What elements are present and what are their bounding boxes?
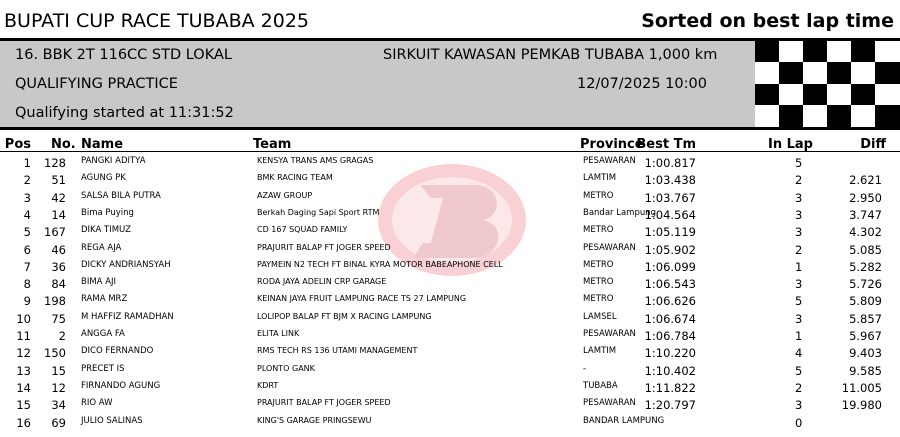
cell-province: METRO <box>583 277 614 288</box>
cell-pos: 16 <box>16 415 31 430</box>
session-datetime: 12/07/2025 10:00 <box>577 76 707 92</box>
cell-no: 75 <box>51 311 66 326</box>
cell-team: PRAJURIT BALAP FT JOGER SPEED <box>257 242 391 252</box>
cell-pos: 7 <box>23 259 31 274</box>
cell-best: 1:06.626 <box>644 294 696 309</box>
cell-province: TUBABA <box>583 380 618 391</box>
cell-no: 69 <box>51 415 66 430</box>
cell-team: Berkah Daging Sapi Sport RTM <box>257 207 380 217</box>
cell-team: PAYMEIN N2 TECH FT BINAL KYRA MOTOR BABEAPHONE CELL <box>257 259 503 269</box>
cell-best: 1:06.099 <box>644 259 696 274</box>
cell-pos: 5 <box>23 225 31 240</box>
cell-team: BMK RACING TEAM <box>257 173 333 183</box>
cell-pos: 15 <box>16 398 31 413</box>
cell-best: 1:06.674 <box>644 311 696 326</box>
cell-diff: 9.403 <box>849 346 882 361</box>
cell-no: 51 <box>51 173 66 188</box>
cell-team: KENSYA TRANS AMS GRAGAS <box>257 156 374 165</box>
cell-best: 1:03.438 <box>644 173 696 188</box>
cell-pos: 2 <box>23 173 31 188</box>
cell-best: 1:20.797 <box>644 398 696 413</box>
cell-diff: 19.980 <box>841 398 882 413</box>
cell-province: LAMSEL <box>583 311 617 322</box>
session-start-time: Qualifying started at 11:31:52 <box>15 105 234 121</box>
col-header-province: Province <box>580 137 644 152</box>
cell-diff: 3.747 <box>849 207 882 222</box>
circuit-name: SIRKUIT KAWASAN PEMKAB TUBABA 1,000 km <box>383 47 718 63</box>
checkered-flag-icon <box>755 41 900 127</box>
cell-diff: 4.302 <box>849 225 882 240</box>
cell-best: 1:10.402 <box>644 363 696 378</box>
cell-name: BIMA AJI <box>81 277 117 288</box>
cell-best: 1:11.822 <box>644 380 696 395</box>
cell-diff: 9.585 <box>849 363 882 378</box>
cell-no: 2 <box>58 329 66 343</box>
cell-best: 1:06.784 <box>644 329 696 343</box>
cell-province: PESAWARAN <box>583 329 636 339</box>
sort-label: Sorted on best lap time <box>641 10 894 32</box>
cell-pos: 4 <box>23 207 31 222</box>
cell-no: 12 <box>51 380 66 395</box>
cell-pos: 10 <box>16 311 31 326</box>
cell-no: 34 <box>51 398 66 413</box>
col-header-best: Best Tm <box>636 137 696 152</box>
cell-name: FIRNANDO AGUNG <box>81 380 161 391</box>
cell-team: RMS TECH RS 136 UTAMI MANAGEMENT <box>257 346 418 356</box>
cell-pos: 11 <box>16 329 31 343</box>
cell-diff: 5.726 <box>849 277 882 292</box>
cell-pos: 3 <box>23 190 31 205</box>
table-row <box>0 171 900 188</box>
col-header-lap: In Lap <box>768 137 813 152</box>
cell-name: ANGGA FA <box>81 329 125 339</box>
cell-name: Bima Puying <box>81 207 134 218</box>
table-row <box>0 241 900 258</box>
cell-team: CD 167 SQUAD FAMILY <box>257 225 348 235</box>
title-bar <box>0 0 900 41</box>
col-header-team: Team <box>253 137 292 152</box>
table-row <box>0 379 900 396</box>
cell-best: 1:06.543 <box>644 277 696 292</box>
cell-diff: 2.950 <box>849 190 882 205</box>
table-row <box>0 223 900 240</box>
table-row <box>0 154 900 171</box>
table-row <box>0 414 900 431</box>
table-row <box>0 275 900 292</box>
cell-team: LOLIPOP BALAP FT BJM X RACING LAMPUNG <box>257 311 432 321</box>
class-name: 16. BBK 2T 116CC STD LOKAL <box>15 47 232 63</box>
cell-name: RAMA MRZ <box>81 294 128 305</box>
cell-diff: 5.282 <box>849 259 882 274</box>
table-row <box>0 292 900 309</box>
cell-province: Bandar Lampung <box>583 207 657 218</box>
cell-lap: 3 <box>795 225 803 240</box>
cell-no: 36 <box>51 259 66 274</box>
cell-best: 1:03.767 <box>644 190 696 205</box>
cell-name: DICO FERNANDO <box>81 346 154 357</box>
cell-province: METRO <box>583 294 614 305</box>
cell-team: ELITA LINK <box>257 329 300 338</box>
cell-no: 46 <box>51 242 66 257</box>
cell-lap: 5 <box>795 156 803 170</box>
cell-name: DICKY ANDRIANSYAH <box>81 259 171 270</box>
cell-name: PANGKI ADITYA <box>81 156 146 166</box>
cell-lap: 5 <box>795 363 803 378</box>
table-row <box>0 189 900 206</box>
cell-lap: 3 <box>795 207 803 222</box>
cell-lap: 5 <box>795 294 803 309</box>
table-row <box>0 327 900 344</box>
cell-best: 1:00.817 <box>644 156 696 170</box>
cell-name: M HAFFIZ RAMADHAN <box>81 311 174 322</box>
cell-lap: 4 <box>795 346 803 361</box>
session-info-panel <box>0 41 900 130</box>
cell-lap: 2 <box>795 173 803 188</box>
col-header-no: No. <box>51 137 76 152</box>
cell-best: 1:04.564 <box>644 207 696 222</box>
cell-diff: 5.967 <box>849 329 882 343</box>
cell-name: SALSA BILA PUTRA <box>81 190 161 201</box>
table-row <box>0 362 900 379</box>
cell-province: LAMTIM <box>583 173 617 184</box>
cell-diff: 5.809 <box>849 294 882 309</box>
cell-diff: 5.085 <box>849 242 882 257</box>
cell-team: AZAW GROUP <box>257 190 313 200</box>
cell-lap: 3 <box>795 311 803 326</box>
col-header-name: Name <box>81 137 124 152</box>
event-title: BUPATI CUP RACE TUBABA 2025 <box>4 10 310 32</box>
table-row <box>0 310 900 327</box>
cell-no: 198 <box>44 294 66 309</box>
cell-lap: 1 <box>795 259 803 274</box>
cell-diff: 11.005 <box>841 380 882 395</box>
cell-province: PESAWARAN <box>583 156 636 166</box>
header-divider <box>0 151 900 152</box>
col-header-diff: Diff <box>860 137 886 152</box>
session-name: QUALIFYING PRACTICE <box>15 76 178 92</box>
cell-province: PESAWARAN <box>583 242 636 253</box>
cell-name: JULIO SALINAS <box>81 415 143 426</box>
cell-best: 1:05.119 <box>644 225 696 240</box>
cell-lap: 2 <box>795 380 803 395</box>
cell-no: 15 <box>51 363 66 378</box>
cell-name: PRECET IS <box>81 363 125 374</box>
cell-pos: 8 <box>23 277 31 292</box>
cell-province: BANDAR LAMPUNG <box>583 415 665 426</box>
cell-team: PRAJURIT BALAP FT JOGER SPEED <box>257 398 391 408</box>
cell-team: KEINAN JAYA FRUIT LAMPUNG RACE TS 27 LAMPUNG <box>257 294 467 304</box>
cell-best: 1:10.220 <box>644 346 696 361</box>
cell-lap: 2 <box>795 242 803 257</box>
cell-no: 84 <box>51 277 66 292</box>
cell-team: KING'S GARAGE PRINGSEWU <box>257 415 372 425</box>
cell-name: AGUNG PK <box>81 173 126 184</box>
table-row <box>0 258 900 275</box>
cell-lap: 3 <box>795 277 803 292</box>
cell-province: PESAWARAN <box>583 398 636 409</box>
cell-pos: 6 <box>23 242 31 257</box>
cell-pos: 9 <box>23 294 31 309</box>
cell-best: 1:05.902 <box>644 242 696 257</box>
cell-province: METRO <box>583 190 614 201</box>
cell-no: 14 <box>51 207 66 222</box>
cell-pos: 1 <box>23 156 31 170</box>
table-row <box>0 396 900 413</box>
cell-province: METRO <box>583 259 614 270</box>
cell-team: KDRT <box>257 380 279 390</box>
cell-province: - <box>583 363 587 374</box>
col-header-pos: Pos <box>4 137 31 152</box>
cell-province: METRO <box>583 225 614 236</box>
cell-name: REGA AJA <box>81 242 122 253</box>
cell-lap: 3 <box>795 398 803 413</box>
cell-name: DIKA TIMUZ <box>81 225 131 236</box>
cell-lap: 0 <box>795 415 803 430</box>
cell-no: 150 <box>44 346 66 361</box>
table-row <box>0 344 900 361</box>
cell-no: 128 <box>44 156 66 170</box>
cell-pos: 13 <box>16 363 31 378</box>
cell-team: RODA JAYA ADELIN CRP GARAGE <box>257 277 387 287</box>
cell-no: 42 <box>51 190 66 205</box>
cell-pos: 12 <box>16 346 31 361</box>
table-row <box>0 206 900 223</box>
cell-diff: 2.621 <box>849 173 882 188</box>
cell-pos: 14 <box>16 380 31 395</box>
cell-province: LAMTIM <box>583 346 617 357</box>
cell-no: 167 <box>44 225 66 240</box>
cell-lap: 3 <box>795 190 803 205</box>
cell-name: RIO AW <box>81 398 113 409</box>
cell-team: PLONTO GANK <box>257 363 315 373</box>
cell-diff: 5.857 <box>849 311 882 326</box>
cell-lap: 1 <box>795 329 803 343</box>
